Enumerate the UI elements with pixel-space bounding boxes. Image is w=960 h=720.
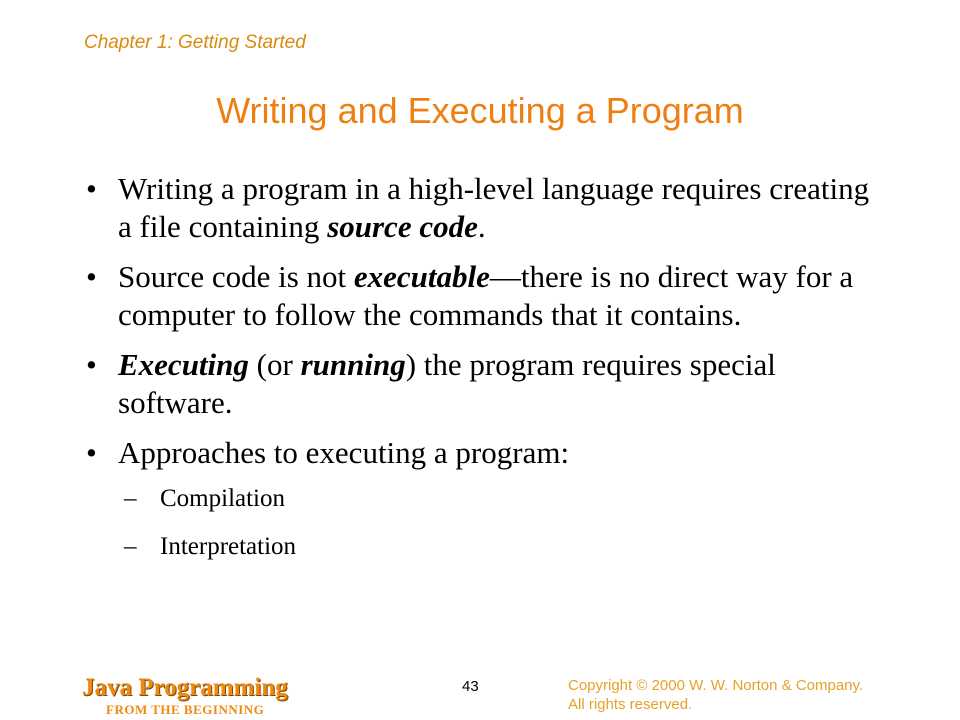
bullet-text: Executing (or running) the program requires special software. xyxy=(118,347,776,420)
bullet-dot: • xyxy=(86,435,97,470)
sub-item-text: Compilation xyxy=(160,485,285,512)
emphasis-text: Executing xyxy=(118,347,249,382)
slide-body xyxy=(80,170,890,580)
page-number: 43 xyxy=(462,678,479,695)
sub-item-dash: – xyxy=(124,533,137,560)
bullet-item xyxy=(80,170,890,246)
copyright-notice xyxy=(568,676,863,714)
slide-title: Writing and Executing a Program xyxy=(216,90,744,131)
bullet-item xyxy=(80,258,890,334)
bullet-dot: • xyxy=(86,171,97,206)
book-logo xyxy=(82,674,288,718)
emphasis-text: running xyxy=(300,347,406,382)
bullet-dot: • xyxy=(86,347,97,382)
bullet-dot: • xyxy=(86,259,97,294)
emphasis-text: executable xyxy=(353,259,490,294)
bullet-text: Approaches to executing a program: xyxy=(118,435,570,470)
chapter-label: Chapter 1: Getting Started xyxy=(84,32,306,53)
book-subtitle: FROM THE BEGINNING xyxy=(106,702,265,717)
sub-item-dash: – xyxy=(124,485,137,512)
emphasis-text: source code xyxy=(327,209,478,244)
copyright-line: All rights reserved. xyxy=(568,696,693,713)
sub-item-text: Interpretation xyxy=(160,533,297,560)
bullet-text: Source code is not executable—there is no direct way for a computer to follow the commands that it contains. xyxy=(118,259,854,332)
bullet-item xyxy=(80,346,890,422)
bullet-item xyxy=(80,434,890,472)
sub-item xyxy=(80,532,890,562)
book-title: Java Programming xyxy=(82,674,288,701)
sub-item xyxy=(80,484,890,514)
bullet-text: Writing a program in a high-level language requires creating a file containing source code. xyxy=(118,171,870,244)
copyright-line: Copyright © 2000 W. W. Norton & Company. xyxy=(568,677,864,694)
